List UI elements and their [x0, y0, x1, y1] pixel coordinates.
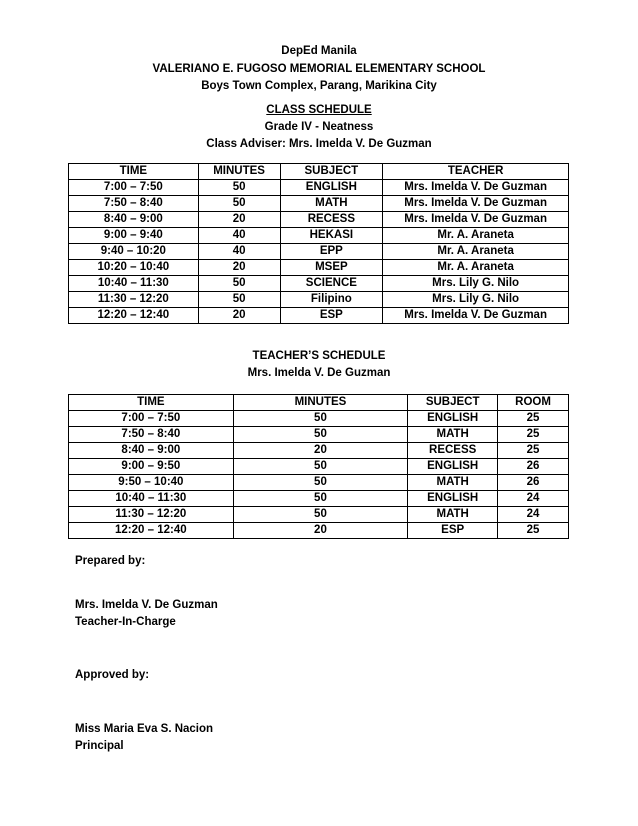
table-cell: Mr. A. Araneta [383, 244, 569, 260]
table-row [69, 491, 569, 507]
table-row [69, 523, 569, 539]
approved-by-label: Approved by: [75, 669, 150, 681]
table-cell: ESP [280, 308, 383, 324]
prepared-by-label: Prepared by: [75, 555, 146, 567]
table-cell: 10:40 – 11:30 [69, 491, 234, 507]
table-row [69, 308, 569, 324]
table-cell: Mrs. Lily G. Nilo [383, 292, 569, 308]
column-header: TIME [69, 395, 234, 411]
class-schedule-adviser: Class Adviser: Mrs. Imelda V. De Guzman [206, 138, 432, 150]
teacher-schedule-body [69, 411, 569, 539]
table-cell: 25 [498, 427, 569, 443]
column-header: ROOM [498, 395, 569, 411]
table-cell: Mr. A. Araneta [383, 228, 569, 244]
table-cell: RECESS [408, 443, 498, 459]
table-cell: Filipino [280, 292, 383, 308]
header-school-name: VALERIANO E. FUGOSO MEMORIAL ELEMENTARY SCHOOL [152, 62, 486, 75]
table-cell: 7:00 – 7:50 [69, 411, 234, 427]
class-schedule-table [68, 163, 569, 324]
table-cell: 9:00 – 9:40 [69, 228, 199, 244]
table-row [69, 228, 569, 244]
approved-by-name: Miss Maria Eva S. Nacion [75, 723, 214, 735]
table-cell: 26 [498, 475, 569, 491]
table-cell: MATH [408, 427, 498, 443]
table-cell: 25 [498, 523, 569, 539]
teacher-schedule-title: TEACHER’S SCHEDULE [252, 350, 386, 362]
table-cell: 20 [198, 308, 280, 324]
table-cell: 50 [233, 475, 408, 491]
table-cell: 20 [198, 260, 280, 276]
column-header: TIME [69, 164, 199, 180]
table-cell: MATH [408, 507, 498, 523]
table-cell: Mr. A. Araneta [383, 260, 569, 276]
table-cell: 20 [233, 523, 408, 539]
table-cell: 8:40 – 9:00 [69, 443, 234, 459]
table-cell: 7:50 – 8:40 [69, 427, 234, 443]
table-cell: HEKASI [280, 228, 383, 244]
table-cell: 7:50 – 8:40 [69, 196, 199, 212]
table-header-row [69, 395, 569, 411]
table-header-row [69, 164, 569, 180]
column-header: MINUTES [198, 164, 280, 180]
table-cell: 50 [198, 180, 280, 196]
table-cell: 50 [198, 276, 280, 292]
table-cell: ENGLISH [408, 491, 498, 507]
table-row [69, 212, 569, 228]
table-cell: 8:40 – 9:00 [69, 212, 199, 228]
table-cell: 9:50 – 10:40 [69, 475, 234, 491]
table-cell: MATH [408, 475, 498, 491]
table-cell: 50 [233, 507, 408, 523]
table-cell: RECESS [280, 212, 383, 228]
table-row [69, 507, 569, 523]
table-cell: Mrs. Imelda V. De Guzman [383, 180, 569, 196]
table-cell: ESP [408, 523, 498, 539]
table-row [69, 292, 569, 308]
table-cell: 20 [233, 443, 408, 459]
table-cell: 20 [198, 212, 280, 228]
table-cell: 11:30 – 12:20 [69, 507, 234, 523]
table-cell: 25 [498, 443, 569, 459]
approved-by-block [75, 721, 213, 755]
teacher-schedule-title-block [0, 348, 638, 382]
table-row [69, 459, 569, 475]
header-address: Boys Town Complex, Parang, Marikina City [201, 80, 437, 92]
table-cell: Mrs. Imelda V. De Guzman [383, 308, 569, 324]
table-cell: 50 [198, 292, 280, 308]
table-cell: 40 [198, 228, 280, 244]
table-cell: 50 [233, 491, 408, 507]
table-cell: 24 [498, 507, 569, 523]
table-cell: SCIENCE [280, 276, 383, 292]
table-row [69, 411, 569, 427]
prepared-by-name: Mrs. Imelda V. De Guzman [75, 599, 218, 611]
table-row [69, 427, 569, 443]
table-cell: ENGLISH [408, 411, 498, 427]
table-cell: 10:20 – 10:40 [69, 260, 199, 276]
column-header: TEACHER [383, 164, 569, 180]
table-row [69, 244, 569, 260]
header-deped: DepEd Manila [281, 45, 357, 57]
table-cell: 50 [233, 411, 408, 427]
table-cell: 50 [198, 196, 280, 212]
column-header: SUBJECT [280, 164, 383, 180]
table-cell: 12:20 – 12:40 [69, 523, 234, 539]
approved-by-title: Principal [75, 740, 124, 752]
table-cell: 11:30 – 12:20 [69, 292, 199, 308]
class-schedule-body [69, 180, 569, 324]
table-cell: 50 [233, 427, 408, 443]
table-cell: EPP [280, 244, 383, 260]
table-cell: MSEP [280, 260, 383, 276]
table-cell: ENGLISH [280, 180, 383, 196]
table-cell: 24 [498, 491, 569, 507]
teacher-schedule-name: Mrs. Imelda V. De Guzman [247, 367, 391, 379]
table-row [69, 443, 569, 459]
table-cell: 26 [498, 459, 569, 475]
table-cell: Mrs. Imelda V. De Guzman [383, 196, 569, 212]
class-schedule-grade: Grade IV - Neatness [264, 121, 374, 133]
table-cell: Mrs. Lily G. Nilo [383, 276, 569, 292]
class-schedule-title: CLASS SCHEDULE [266, 104, 372, 116]
school-header [0, 43, 638, 96]
table-row [69, 260, 569, 276]
table-cell: 10:40 – 11:30 [69, 276, 199, 292]
column-header: SUBJECT [408, 395, 498, 411]
class-schedule-title-block [0, 102, 638, 153]
table-cell: Mrs. Imelda V. De Guzman [383, 212, 569, 228]
table-cell: 7:00 – 7:50 [69, 180, 199, 196]
table-row [69, 196, 569, 212]
table-row [69, 276, 569, 292]
teacher-schedule-table [68, 394, 569, 539]
table-row [69, 180, 569, 196]
table-cell: 12:20 – 12:40 [69, 308, 199, 324]
prepared-by-title: Teacher-In-Charge [75, 616, 176, 628]
prepared-by-block [75, 597, 218, 631]
table-row [69, 475, 569, 491]
table-cell: 50 [233, 459, 408, 475]
table-cell: 40 [198, 244, 280, 260]
table-cell: 9:00 – 9:50 [69, 459, 234, 475]
table-cell: 25 [498, 411, 569, 427]
column-header: MINUTES [233, 395, 408, 411]
table-cell: MATH [280, 196, 383, 212]
table-cell: ENGLISH [408, 459, 498, 475]
table-cell: 9:40 – 10:20 [69, 244, 199, 260]
